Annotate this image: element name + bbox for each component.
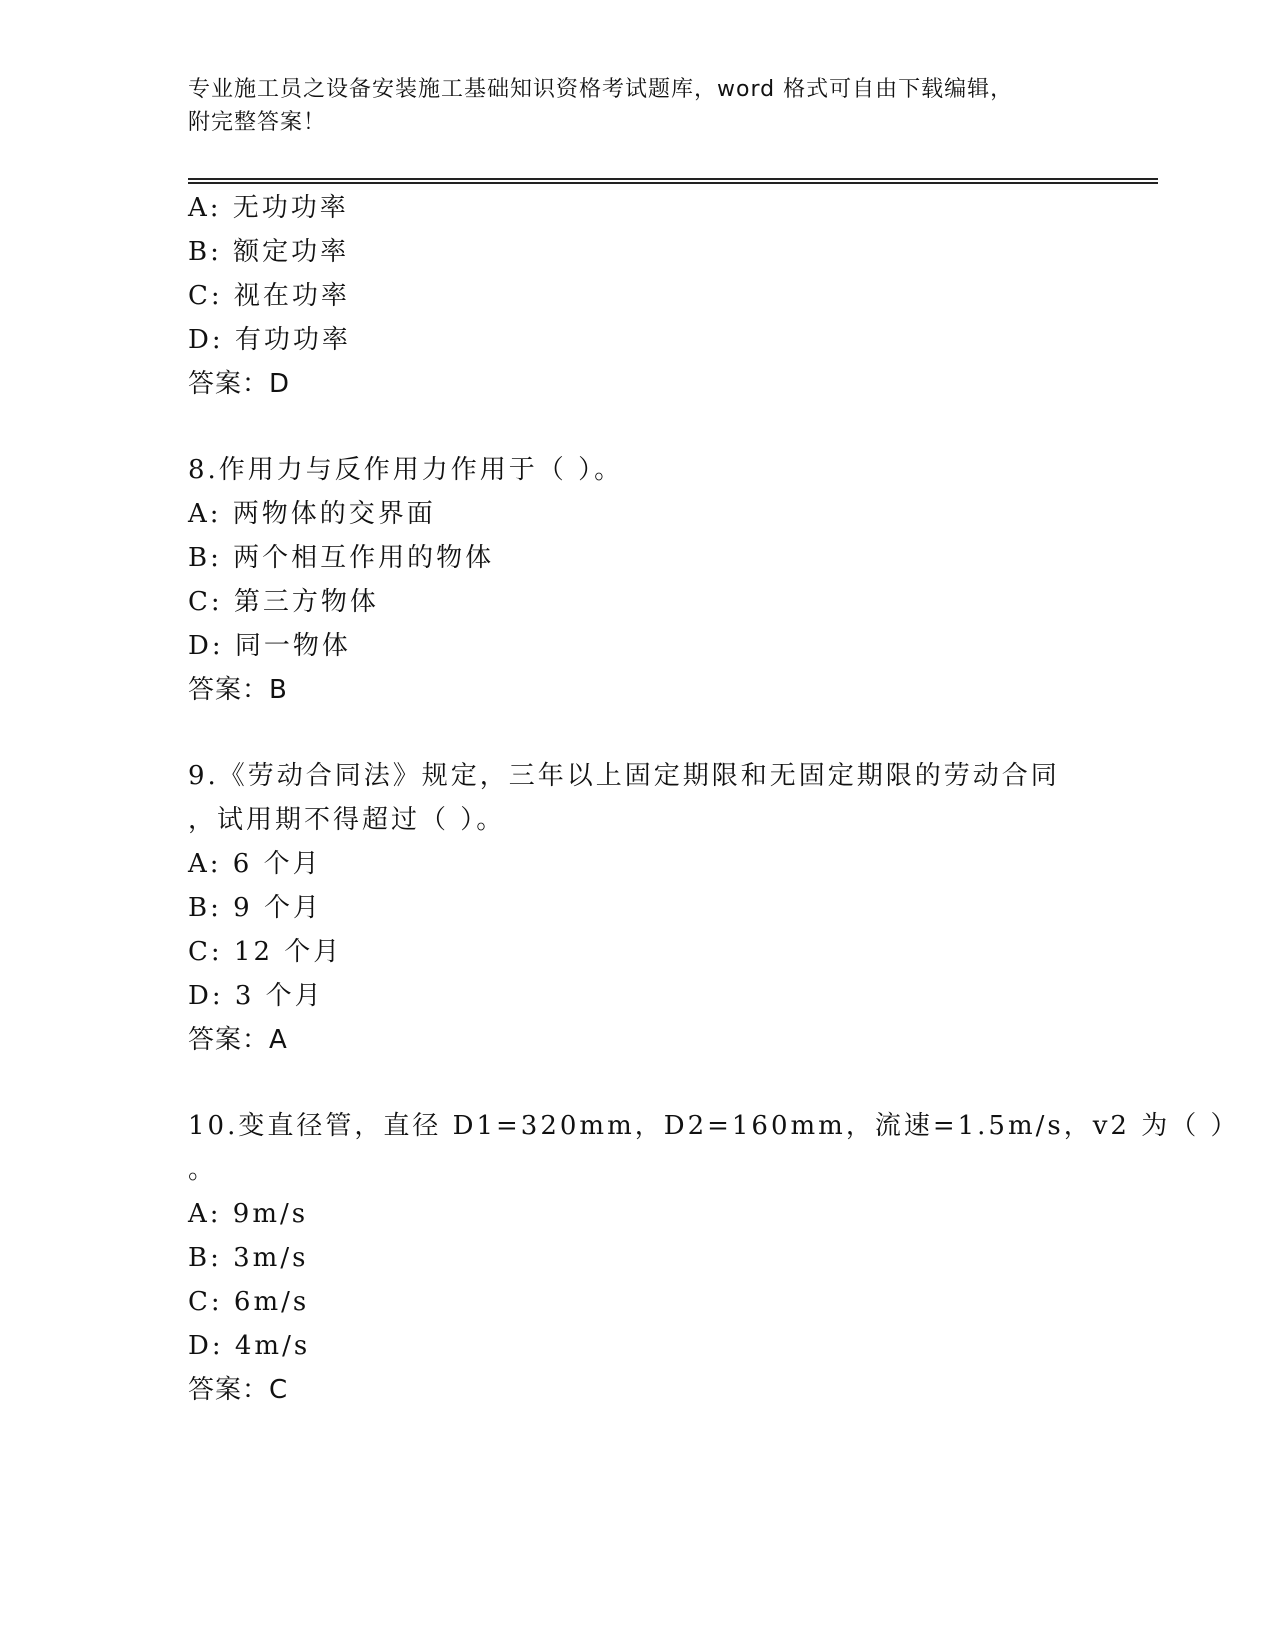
q7-option-c: C: 视在功率 (188, 281, 350, 311)
q9-answer: 答案：A (188, 1025, 288, 1055)
q9-option-a: A: 6 个月 (188, 849, 322, 879)
q10-option-d: D: 4m/s (188, 1331, 311, 1361)
q10-option-b: B: 3m/s (188, 1243, 309, 1273)
q8-option-c: C: 第三方物体 (188, 587, 379, 617)
document-header (188, 73, 1088, 139)
q9-option-d: D: 3 个月 (188, 981, 324, 1011)
q9-question-line-1: 9.《劳动合同法》规定，三年以上固定期限和无固定期限的劳动合同 (188, 761, 1060, 791)
header-divider-top (188, 178, 1158, 180)
q9-option-b: B: 9 个月 (188, 893, 322, 923)
q10-option-c: C: 6m/s (188, 1287, 310, 1317)
q10-question-line-2: 。 (188, 1155, 218, 1185)
q10-question-line-1: 10.变直径管，直径 D1=320mm，D2=160mm，流速=1.5m/s，v2 为（ ） (188, 1111, 1240, 1141)
q8-question: 8.作用力与反作用力作用于（ ）。 (188, 455, 624, 485)
q7-option-d: D: 有功功率 (188, 325, 351, 355)
q8-option-a: A: 两物体的交界面 (188, 499, 436, 529)
q8-option-d: D: 同一物体 (188, 631, 351, 661)
q7-option-b: B: 额定功率 (188, 237, 350, 267)
q10-answer: 答案：C (188, 1375, 289, 1405)
q9-question-line-2: ，试用期不得超过（ ）。 (188, 805, 506, 835)
header-line-1: 专业施工员之设备安装施工基础知识资格考试题库，word 格式可自由下载编辑， (188, 77, 1014, 102)
q10-option-a: A: 9m/s (188, 1199, 309, 1229)
header-line-2: 附完整答案！ (188, 110, 327, 135)
q9-option-c: C: 12 个月 (188, 937, 343, 967)
q8-option-b: B: 两个相互作用的物体 (188, 543, 495, 573)
header-divider-bottom (188, 182, 1158, 184)
q7-option-a: A: 无功功率 (188, 193, 349, 223)
q7-answer: 答案：D (188, 369, 291, 399)
q8-answer: 答案：B (188, 675, 288, 705)
